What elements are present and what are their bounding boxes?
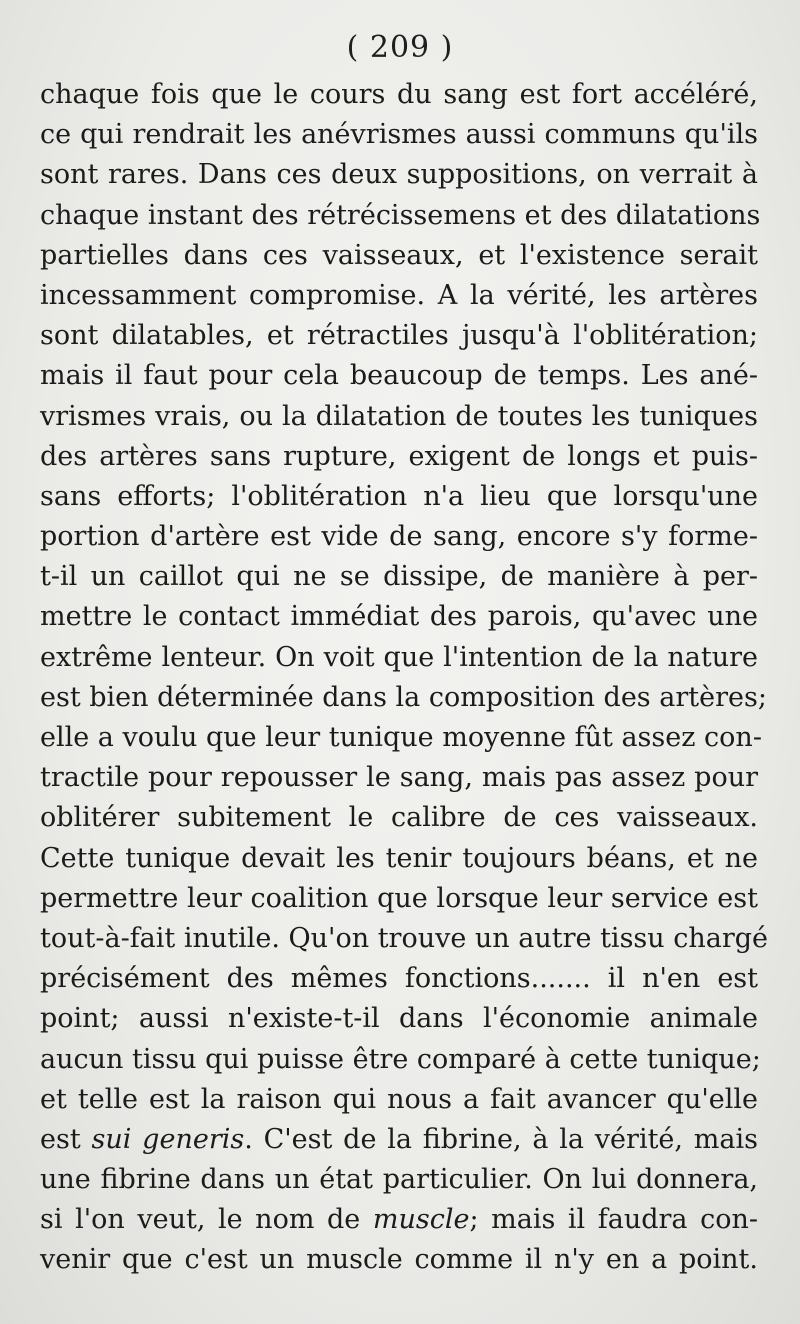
- italic-term: muscle: [372, 1204, 470, 1236]
- text-line: tractile pour repousser le sang, mais pas assez pour: [40, 762, 758, 794]
- text-line: et telle est la raison qui nous a fait avancer qu'elle: [40, 1083, 758, 1115]
- text-line: [40, 1200, 758, 1240]
- text-line: sont dilatables, et rétractiles jusqu'à l'oblitération;: [40, 320, 758, 352]
- text-segment: si l'on veut, le nom de: [40, 1204, 373, 1236]
- text-segment: ; mais il faudra con-: [469, 1204, 758, 1236]
- italic-term: sui generis: [91, 1123, 245, 1155]
- text-line: portion d'artère est vide de sang, encore s'y forme-: [40, 521, 758, 553]
- text-line: t-il un caillot qui ne se dissipe, de manière à per-: [40, 561, 758, 593]
- text-line: des artères sans rupture, exigent de longs et puis-: [40, 440, 758, 472]
- text-line: précisément des mêmes fonctions....... il n'en est: [40, 963, 758, 995]
- text-line: partielles dans ces vaisseaux, et l'existence serait: [40, 239, 758, 271]
- body-text: [40, 75, 769, 1281]
- text-line: [40, 1120, 758, 1160]
- text-line: sans efforts; l'oblitération n'a lieu que lorsqu'une: [40, 480, 758, 512]
- text-line: Cette tunique devait les tenir toujours béans, et ne: [40, 842, 758, 874]
- text-line: extrême lenteur. On voit que l'intention de la nature: [40, 641, 758, 673]
- text-line: ce qui rendrait les anévrismes aussi communs qu'ils: [40, 119, 758, 151]
- text-line: venir que c'est un muscle comme il n'y en a point.: [40, 1244, 758, 1276]
- text-line: est bien déterminée dans la composition des artères;: [40, 681, 767, 713]
- text-line: vrismes vrais, ou la dilatation de toutes les tuniques: [40, 400, 758, 432]
- text-line: mettre le contact immédiat des parois, qu'avec une: [40, 601, 758, 633]
- text-line: point; aussi n'existe-t-il dans l'économie animale: [40, 1003, 758, 1035]
- text-line: incessamment compromise. A la vérité, les artères: [40, 279, 758, 311]
- text-line: mais il faut pour cela beaucoup de temps. Les ané-: [40, 360, 758, 392]
- text-line: sont rares. Dans ces deux suppositions, on verrait à: [40, 159, 758, 191]
- text-line: tout-à-fait inutile. Qu'on trouve un autre tissu chargé: [40, 922, 769, 954]
- text-line: oblitérer subitement le calibre de ces vaisseaux.: [40, 802, 758, 834]
- text-line: aucun tissu qui puisse être comparé à cette tunique;: [40, 1043, 761, 1075]
- text-line: elle a voulu que leur tunique moyenne fût assez con-: [40, 722, 762, 753]
- text-line: chaque instant des rétrécissemens et des dilatations: [40, 199, 761, 231]
- page-number: ( 209 ): [346, 30, 454, 65]
- text-segment: . C'est de la fibrine, à la vérité, mais: [244, 1123, 758, 1155]
- text-segment: est: [40, 1123, 92, 1155]
- text-line: chaque fois que le cours du sang est fort accéléré,: [40, 79, 758, 110]
- text-line: une fibrine dans un état particulier. On lui donnera,: [40, 1164, 758, 1196]
- text-line: permettre leur coalition que lorsque leur service est: [40, 882, 758, 914]
